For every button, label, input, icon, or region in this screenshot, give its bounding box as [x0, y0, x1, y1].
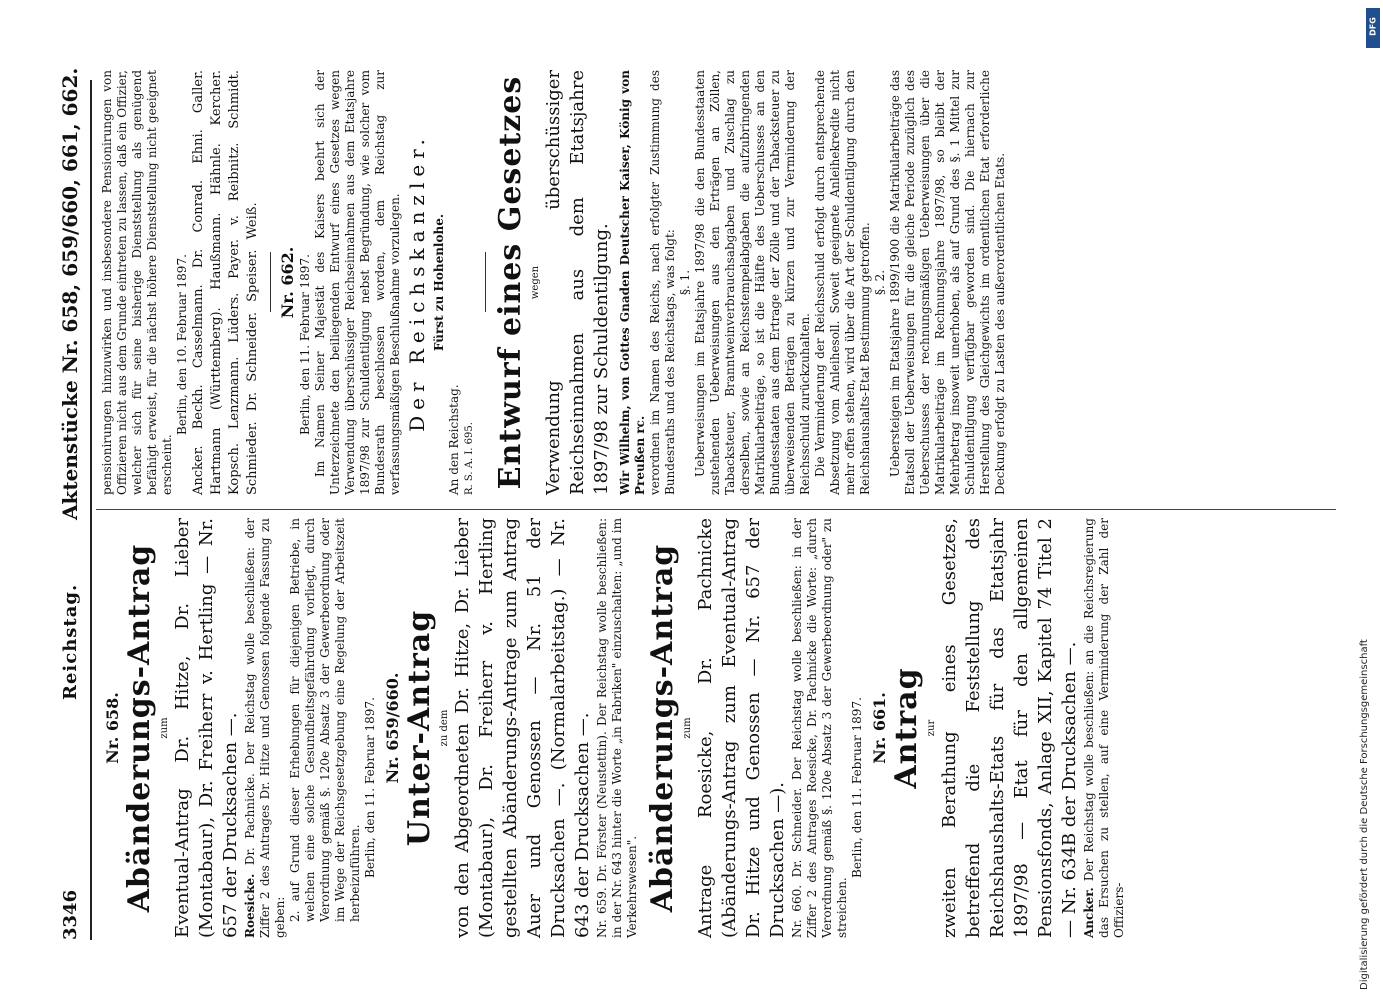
nr658-text-block [243, 518, 288, 938]
nr658-title: Abänderungs-Antrag [122, 543, 157, 913]
entwurf-text2: Uebersteigen im Etatsjahre 1899/1900 die Matrikularbeiträge das Etatsoll der Ueberweisungen für die gleiche Periode zuzüglich des Ueberschusses der rechnungsmäßigen Ueberweisungen über die Matrikularbeiträge im Rechnungsjahre 1897/98, so bleibt der Mehrbetrag insoweit unerhoben, als auf Grund des §. 1 Mittel zur Schuldentilgung verfügbar geworden sind. Die hiernach zur Herstellung des Gleichgewichts im ordentlichen Etat erforderliche Deckung erfolgt zu Lasten des außerordentlichen Etats. [888, 70, 1007, 495]
separator-2 [485, 253, 486, 313]
section-title: Aktenstücke Nr. 658, 659/660, 661, 662. [58, 67, 82, 520]
nr659-number: Nr. 659/660. [383, 672, 402, 784]
nr659-title: Unter-Antrag [402, 609, 437, 847]
nr660-subtitle: Antrage Roesicke, Dr. Pachnicke (Abänderungs-Antrag zum Eventual-Antrag Dr. Hitze und Genossen — Nr. 657 der Drucksachen —). [695, 518, 788, 938]
entwurf-text1b: Die Verminderung der Reichsschuld erfolgt durch entsprechende Absetzung vom Anleihesoll. Soweit geeignete Anleihekredite nicht mehr offen stehen, wird über die Art der Schuldentilgung durch den Reichshaushalts-Etat Bestimmung getroffen. [813, 70, 872, 495]
right-column [100, 70, 1008, 495]
nr662-fuerst: Fürst zu Hohenlohe. [432, 213, 446, 352]
nr659-text: Nr. 659. Dr. Förster (Neustettin). Der Reichstag wolle beschließen: in der Nr. 643 hinter die Worte „in Fabriken" einzuschalten: „und im Verkehrswesen". [595, 518, 639, 938]
entwurf-wegen: wegen [530, 265, 541, 300]
nr662-number: Nr. 662. [278, 246, 297, 319]
nr660-text: Nr. 660. Dr. Schneider. Der Reichstag wolle beschließen: in der Ziffer 2 des Antrages Roesicke, Dr. Pachnicke die Worte: „durch Verordnung gemäß §. 120e Absatz 3 der Gewerbeordnung oder" zu streichen. [790, 518, 849, 938]
nr658-date: Berlin, den 11. Februar 1897. [363, 697, 377, 878]
entwurf-preamble1: Wir Wilhelm, von Gottes Gnaden Deutscher Kaiser, König von Preußen rc. [618, 70, 647, 495]
nr661-date: Berlin, den 10. Februar 1897. [175, 254, 189, 435]
nr658-number: Nr. 658. [103, 692, 122, 764]
nr662-ref: R. S. A. I. 695. [464, 422, 475, 495]
nr661-text-block [1082, 518, 1127, 938]
entwurf-text1: Ueberweisungen im Etatsjahre 1897/98 die den Bundesstaaten zustehenden Ueberweisungen aus den Erträgen an Zöllen, Tabacksteuer, Branntweinverbrauchsabgaben und Zuschlag zu derselben, sowie an Reichsstempelabgaben die aufzubringenden Matrikularbeiträge, so ist die Hälfte des Ueberschusses an den Bundesstaaten aus dem Ertrage der Zölle und der Tabacksteuer zu überweisenden Beträgen zu kürzen und zur Verminderung der Reichsschuld zurückzuhalten. [693, 70, 812, 495]
nr662-an: An den Reichstag. [447, 384, 461, 495]
nr661-zur: zur [926, 719, 937, 737]
nr660-date: Berlin, den 11. Februar 1897. [850, 697, 864, 878]
dfg-logo-text: DFG [1368, 17, 1378, 36]
nr659-zu-dem: zu dem [439, 709, 450, 747]
entwurf-para2: §. 2. [873, 269, 887, 296]
nr658-zum: zum [159, 717, 170, 739]
nr660-zum: zum [682, 717, 693, 739]
nr659-subtitle: von den Abgeordneten Dr. Hitze, Dr. Lieber (Montabaur), Dr. Freiherr v. Hertling gestellten Abänderungs-Antrage zum Antrag Auer und Genossen — Nr. 51 der Drucksachen —. (Normalarbeitstag.) — Nr. 643 der Drucksachen —. [452, 518, 593, 938]
nr661-continuation: pensionirungen hinzuwirken und insbesondere Pensionirungen von Offizieren nicht aus dem Grunde eintreten zu lassen, daß ein Offizier, welcher sich für seine bisherige Dienststellung als genügend befähigt erweist, für die nächst höhere Dienststellung nicht geeignet erscheint. [100, 70, 174, 495]
page-header [58, 67, 88, 940]
nr658-text: Dr. Pachnicke. Der Reichstag wolle beschließen: der Ziffer 2 des Antrages Dr. Hitze und Genossen folgende Fassung zu geben: [243, 518, 287, 938]
nr661-subtitle: zweiten Berathung eines Gesetzes, betreffend die Feststellung des Reichshaushalts-Etats für das Etatsjahr 1897/98 — Etat für den allgemeinen Pensionsfonds, Anlage XII, Kapitel 74 Titel 2 — Nr. 634B der Drucksachen —. [939, 518, 1080, 938]
left-column [100, 518, 1127, 938]
nr661-signer: Ancker. [1082, 887, 1096, 938]
nr661-signatories: Ancker. Beckh. Casselmann. Dr. Conrad. Ehni. Galler. Hartmann (Württemberg). Haußmann. Hähnle. Kercher. Kopsch. Lenzmann. Lüders. Payer. v. Reibnitz. Schmidt. Schmieder. Dr. Schneider. Speiser. Weiß. [191, 70, 260, 495]
nr662-kanzler: Der Reichskanzler. [405, 133, 429, 432]
entwurf-subtitle: Verwendung überschüssiger Reichseinnahmen aus dem Etatsjahre 1897/98 zur Schuldentilgung. [543, 70, 612, 495]
page-number: 3346 [60, 889, 81, 940]
dfg-sidebar [1355, 10, 1375, 990]
entwurf-para1: §. 1. [678, 269, 692, 296]
nr658-signer: Roesicke. [243, 873, 257, 938]
separator-1 [270, 253, 271, 313]
dfg-note: Digitalisierung gefördert durch die Deutsche Forschungsgemeinschaft [1359, 639, 1370, 990]
nr661-text: Der Reichstag wolle beschließen: an die Reichsregierung das Ersuchen zu stellen, auf eine Verminderung der Zahl der Offiziers- [1082, 518, 1126, 938]
nr660-title: Abänderungs-Antrag [645, 543, 680, 913]
nr661-number: Nr. 661. [870, 692, 889, 764]
nr662-date: Berlin, den 11. Februar 1897. [298, 254, 312, 435]
nr661-title: Antrag [889, 667, 924, 789]
header-rule [90, 80, 92, 940]
journal-title: Reichstag. [60, 583, 81, 700]
entwurf-preamble2: verordnen im Namen des Reichs, nach erfolgter Zustimmung des Bundesraths und des Reichstags, was folgt: [648, 70, 677, 495]
nr662-text: Im Namen Seiner Majestät des Kaisers beehrt sich der Unterzeichnete den beiliegenden Entwurf eines Gesetzes wegen Verwendung überschüssiger Reichseinnahmen aus dem Etatsjahre 1897/98 zur Schuldentilgung nebst Begründung, wie solcher vom Bundesrath beschlossen worden, dem Reichstag zur verfassungsmäßigen Beschlußnahme vorzulegen. [313, 70, 402, 495]
nr658-item: 2. auf Grund dieser Erhebungen für diejenigen Betriebe, in welchen eine solche Gesundheitsgefährdung vorliegt, durch Verordnung gemäß §. 120e Absatz 3 der Gewerbeordnung oder im Wege der Reichsgesetzgebung eine Regelung der Arbeitszeit herbeizuführen. [288, 518, 362, 922]
column-rule [96, 509, 1336, 510]
dfg-logo [1366, 8, 1380, 48]
nr658-subtitle: Eventual-Antrag Dr. Hitze, Dr. Lieber (Montabaur), Dr. Freiherr v. Hertling — Nr. 657 der Drucksachen —. [172, 518, 241, 938]
entwurf-title: Entwurf eines Gesetzes [493, 75, 528, 490]
